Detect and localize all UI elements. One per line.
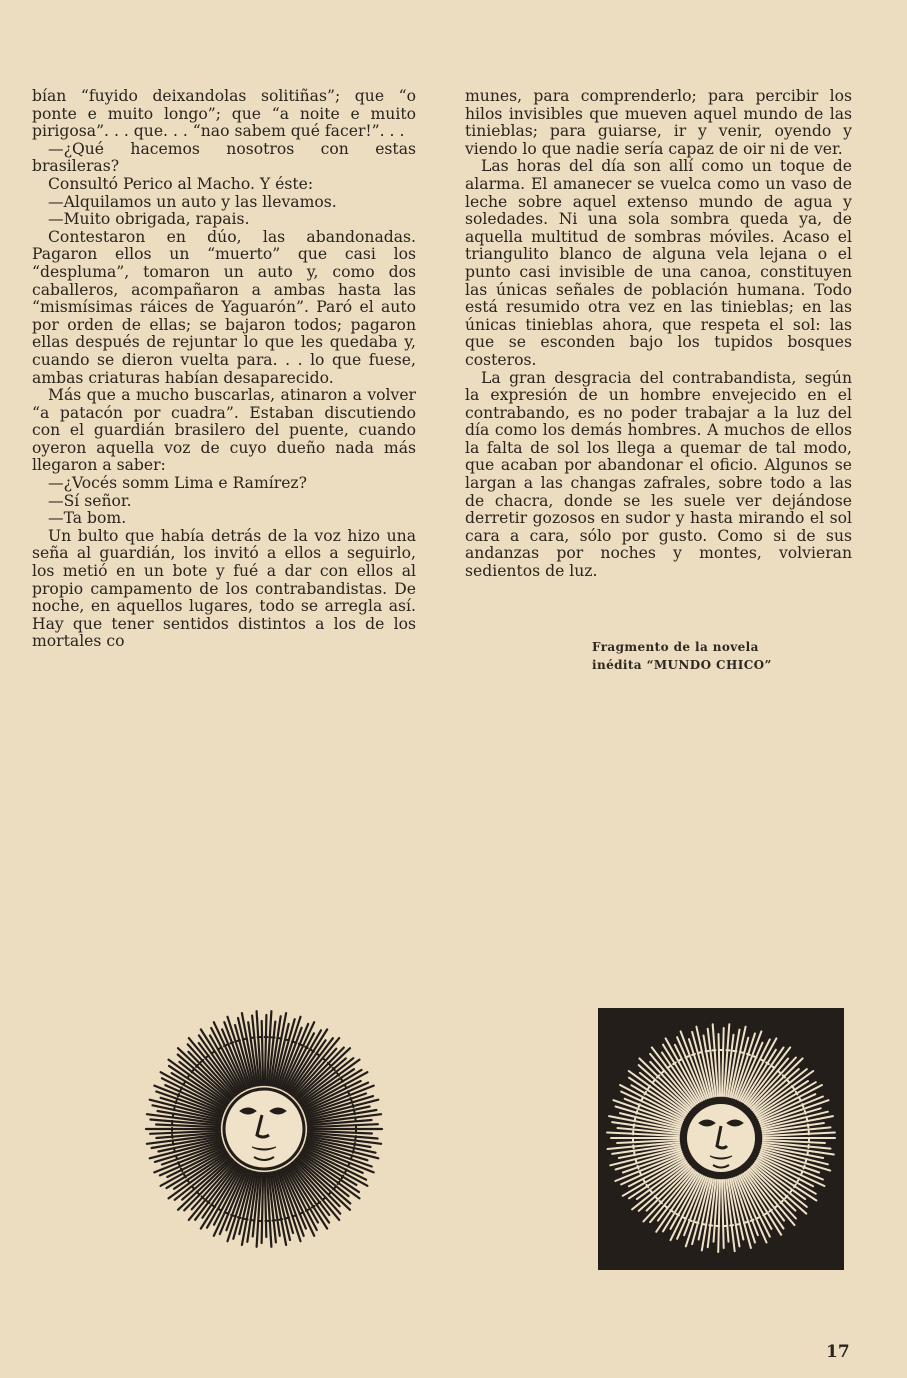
sun-face-round-icon bbox=[142, 1007, 386, 1251]
paragraph: Más que a mucho buscarlas, atinaron a volver “a patacón por cuadra”. Estaban discutiendo con el guardián brasilero del puente, cuando oyeron aquella voz de cuyo dueño nada más llegaron a saber: bbox=[32, 386, 416, 475]
paragraph: —¿Vocés somm Lima e Ramírez? bbox=[48, 474, 308, 493]
paragraph: Contestaron en dúo, las abandonadas. Pagaron ellos un “muerto” que casi los “despluma”, tomaron un auto y, como dos caballeros, acompañaron a ambas hasta las “mismísimas ráices de Yaguarón”. Paró el auto por orden de ellas; se bajaron todos; pagaron ellas después de rejuntar lo que les quedaba y, cuando se dieron vuelta para. . . lo que fuese, ambas criaturas habían desaparecido. bbox=[32, 227, 416, 387]
paragraph: Consultó Perico al Macho. Y éste: bbox=[48, 174, 314, 193]
paragraph: —Sí señor. bbox=[48, 491, 132, 510]
paragraph: —¿Qué hacemos nosotros con estas brasileras? bbox=[32, 139, 416, 176]
paragraph: La gran desgracia del contrabandista, según la expresión de un hombre envejecido en el contrabando, es no poder trabajar a la luz del día como los demás hombres. A muchos de ellos la falta de sol los llega a quemar de tal modo, que acaban por abandonar el oficio. Algunos se largan a las changas zafrales, sobre todo a las de chacra, donde se les suele ver dejándose derretir gozosos en sudor y hasta mirando el sol cara a cara, sólo por gusto. Como si de sus andanzas por noches y montes, volvieran sedientos de luz. bbox=[465, 368, 852, 581]
credit-line-2: inédita “MUNDO CHICO” bbox=[592, 658, 772, 672]
paragraph: —Ta bom. bbox=[48, 509, 127, 528]
paragraph: —Muito obrigada, rapais. bbox=[48, 210, 250, 229]
left-text-column bbox=[32, 88, 416, 651]
paragraph: Las horas del día son allí como un toque de alarma. El amanecer se vuelca como un vaso de leche sobre aquel extenso mundo de agua y soledades. Ni una sola sombra queda ya, de aquella multitud de sombras móviles. Acaso el triangulito blanco de alguna vela lejana o el punto casi invisible de una canoa, constituyen las únicas señales de población humana. Todo está resumido otra vez en las tinieblas; en las únicas tinieblas ahora, que respeta el sol: las que se esconden bajo los tupidos bosques costeros. bbox=[465, 157, 852, 369]
page-number: 17 bbox=[826, 1342, 850, 1362]
paragraph: bían “fuyido deixandolas solitiñas”; que “o ponte e muito longo”; que “a noite e muito pirigosa”. . . que. . . “nao sabem qué facer!”. . . bbox=[32, 87, 416, 141]
fragment-credit bbox=[592, 638, 842, 674]
right-text-column bbox=[465, 88, 852, 581]
credit-line-1: Fragmento de la novela bbox=[592, 640, 759, 654]
sun-face-square-icon bbox=[598, 1008, 844, 1270]
paragraph: munes, para comprenderlo; para percibir los hilos invisibles que mueven aquel mundo de las tinieblas; para guiarse, ir y venir, oyendo y viendo lo que nadie sería capaz de oir ni de ver. bbox=[465, 87, 852, 158]
paragraph: Un bulto que había detrás de la voz hizo una seña al guardián, los invitó a ellos a seguirlo, los metió en un bote y fué a dar con ellos al propio campamento de los contrabandistas. De noche, en aquellos lugares, todo se arregla así. Hay que tener sentidos distintos a los de los mortales co bbox=[32, 526, 416, 651]
paragraph: —Alquilamos un auto y las llevamos. bbox=[48, 192, 337, 211]
